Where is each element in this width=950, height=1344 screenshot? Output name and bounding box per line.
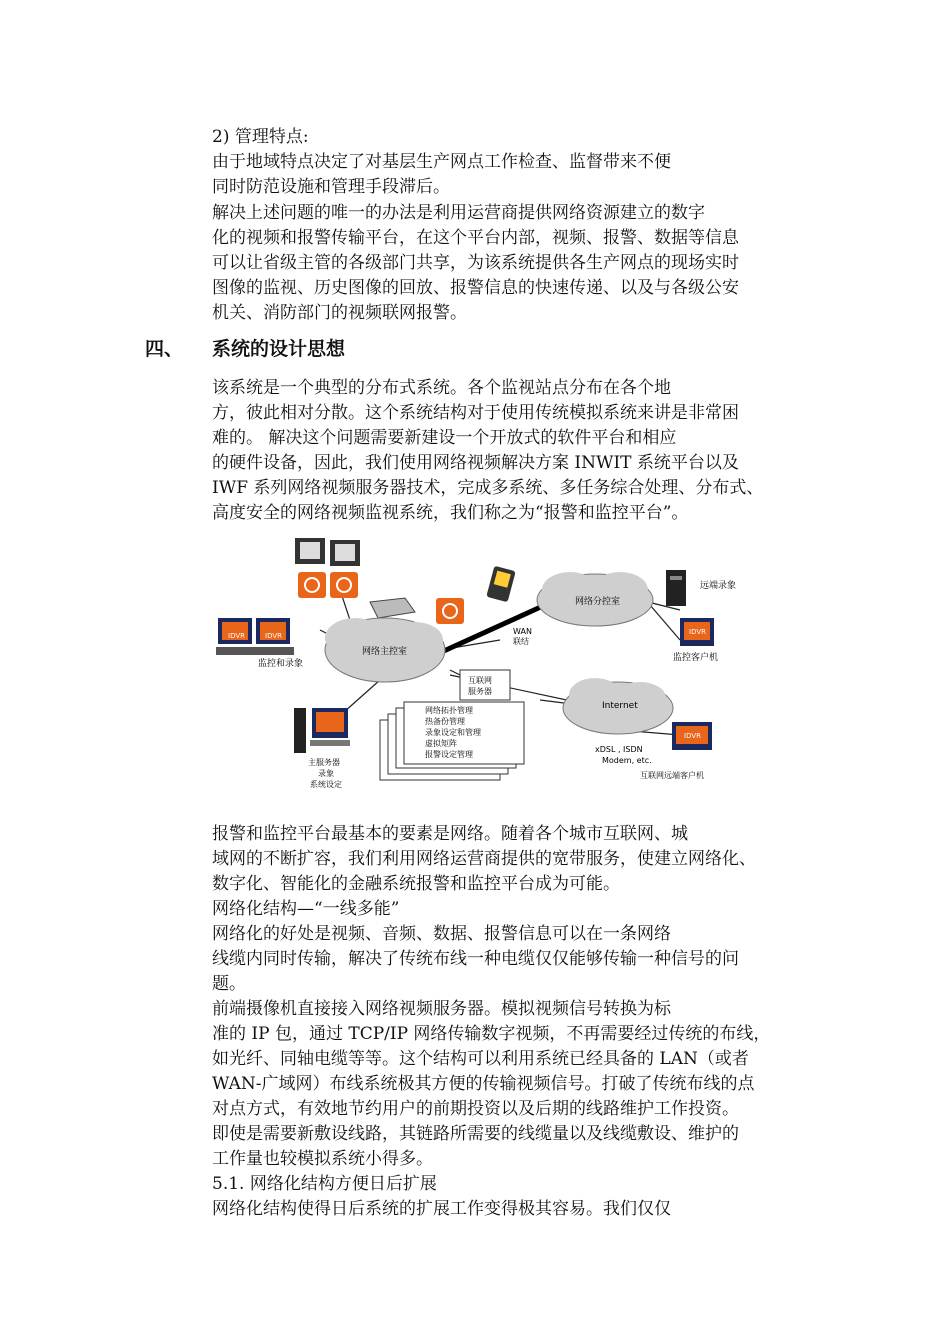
monitor-client-label: 监控客户机 xyxy=(673,653,719,663)
text-line: 网络化的好处是视频、音频、数据、报警信息可以在一条网络 xyxy=(212,924,671,944)
diagram-label: IDVR xyxy=(689,628,706,636)
pda-icon xyxy=(486,566,516,603)
text-line: 解决上述问题的唯一的办法是利用运营商提供网络资源建立的数字 xyxy=(212,203,705,223)
wan-label: WAN xyxy=(513,627,532,636)
text-line: 机关、消防部门的视频联网报警。 xyxy=(212,303,467,323)
network-diagram xyxy=(210,530,820,805)
diagram-label: IDVR xyxy=(265,632,282,640)
text-line: 题。 xyxy=(212,974,246,994)
diagram-label: 网络分控室 xyxy=(575,597,621,607)
diagram-label: 网络主控室 xyxy=(362,647,408,657)
internet-client-icon xyxy=(672,722,712,750)
remote-recorder-icon xyxy=(666,570,686,606)
internet-server-icon xyxy=(460,670,510,700)
text-line: 由于地域特点决定了对基层生产网点工作检查、监督带来不便 xyxy=(212,152,671,172)
text-line: 网络化结构—“一线多能” xyxy=(212,899,400,919)
text-line: 可以让省级主管的各级部门共享，为该系统提供各生产网点的现场实时 xyxy=(212,253,739,273)
access-label: Modem, etc. xyxy=(602,756,652,765)
diagram-label: 服务器 xyxy=(468,687,492,696)
wan-label: 联结 xyxy=(513,637,529,646)
main-cloud xyxy=(325,618,445,682)
diagram-label: 报警设定管理 xyxy=(425,750,473,759)
monitor-record-label: 监控和录象 xyxy=(258,659,304,669)
diagram-label: 录象设定和管理 xyxy=(425,728,481,737)
internet-cloud xyxy=(563,678,673,734)
text-line: 域网的不断扩容，我们利用网络运营商提供的宽带服务，使建立网络化、 xyxy=(212,849,756,869)
text-line: 线缆内同时传输，解决了传统布线一种电缆仅仅能够传输一种信号的问 xyxy=(212,949,739,969)
text-line: 即使是需要新敷设线路，其链路所需要的线缆量以及线缆敷设、维护的 xyxy=(212,1124,739,1144)
text-line: 工作量也较模拟系统小得多。 xyxy=(212,1149,433,1169)
monitor-icon xyxy=(295,538,360,566)
remote-record-label: 远端录象 xyxy=(700,581,737,591)
text-line: 的硬件设备，因此，我们使用网络视频解决方案 INWIT 系统平台以及 xyxy=(212,453,739,473)
text-line: 化的视频和报警传输平台，在这个平台内部，视频、报警、数据等信息 xyxy=(212,228,739,248)
text-line: 方，彼此相对分散。这个系统结构对于使用传统模拟系统来讲是非常困 xyxy=(212,403,739,423)
diagram-label: 热备份管理 xyxy=(425,717,465,726)
main-server-label: 录象 xyxy=(318,769,334,778)
diagram-label: Internet xyxy=(602,701,638,711)
text-line: 数字化、智能化的金融系统报警和监控平台成为可能。 xyxy=(212,874,620,894)
sub-cloud xyxy=(537,572,653,626)
dvr-icon xyxy=(216,618,294,655)
text-line: IWF 系列网络视频服务器技术，完成多系统、多任务综合处理、分布式、 xyxy=(212,478,764,498)
text-line: 难的。 解决这个问题需要新建设一个开放式的软件平台和相应 xyxy=(212,428,677,448)
section-number: 四、 xyxy=(145,338,184,360)
diagram-label: IDVR xyxy=(228,632,245,640)
text-line: 前端摄像机直接接入网络视频服务器。模拟视频信号转换为标 xyxy=(212,999,671,1019)
access-label: xDSL , ISDN xyxy=(595,745,643,754)
subsection-title: 5.1. 网络化结构方便日后扩展 xyxy=(212,1174,437,1194)
section-title: 系统的设计思想 xyxy=(212,338,346,360)
text-line: 高度安全的网络视频监视系统，我们称之为“报警和监控平台”。 xyxy=(212,503,689,523)
internet-client-label: 互联网远端客户机 xyxy=(640,771,704,780)
diagram-label: 网络拓扑管理 xyxy=(425,706,473,715)
text-line: WAN-广域网）布线系统极其方便的传输视频信号。打破了传统布线的点 xyxy=(212,1074,755,1094)
diagram-label: 互联网 xyxy=(468,676,492,685)
server-functions-list xyxy=(380,702,524,780)
text-line: 如光纤、同轴电缆等等。这个结构可以利用系统已经具备的 LAN（或者 xyxy=(212,1049,749,1069)
text-line: 报警和监控平台最基本的要素是网络。随着各个城市互联网、城 xyxy=(212,824,688,844)
main-server-label: 系统设定 xyxy=(310,780,342,789)
diagram-label: 虚拟矩阵 xyxy=(425,739,457,748)
main-server-icon xyxy=(294,708,350,753)
client-monitor-icon xyxy=(680,618,714,646)
text-line: 对点方式，有效地节约用户的前期投资以及后期的线路维护工作投资。 xyxy=(212,1099,739,1119)
diagram-label: IDVR xyxy=(684,732,701,740)
keyboard-icon xyxy=(370,598,415,618)
text-line: 网络化结构使得日后系统的扩展工作变得极其容易。我们仅仅 xyxy=(212,1199,671,1219)
text-line: 同时防范设施和管理手段滞后。 xyxy=(212,177,450,197)
text-line: 2) 管理特点: xyxy=(212,127,309,147)
text-line: 准的 IP 包，通过 TCP/IP 网络传输数字视频，不再需要经过传统的布线， xyxy=(212,1024,771,1044)
text-line: 图像的监视、历史图像的回放、报警信息的快速传递、以及与各级公安 xyxy=(212,278,739,298)
text-line: 该系统是一个典型的分布式系统。各个监视站点分布在各个地 xyxy=(212,378,671,398)
main-server-label: 主服务器 xyxy=(308,758,340,767)
